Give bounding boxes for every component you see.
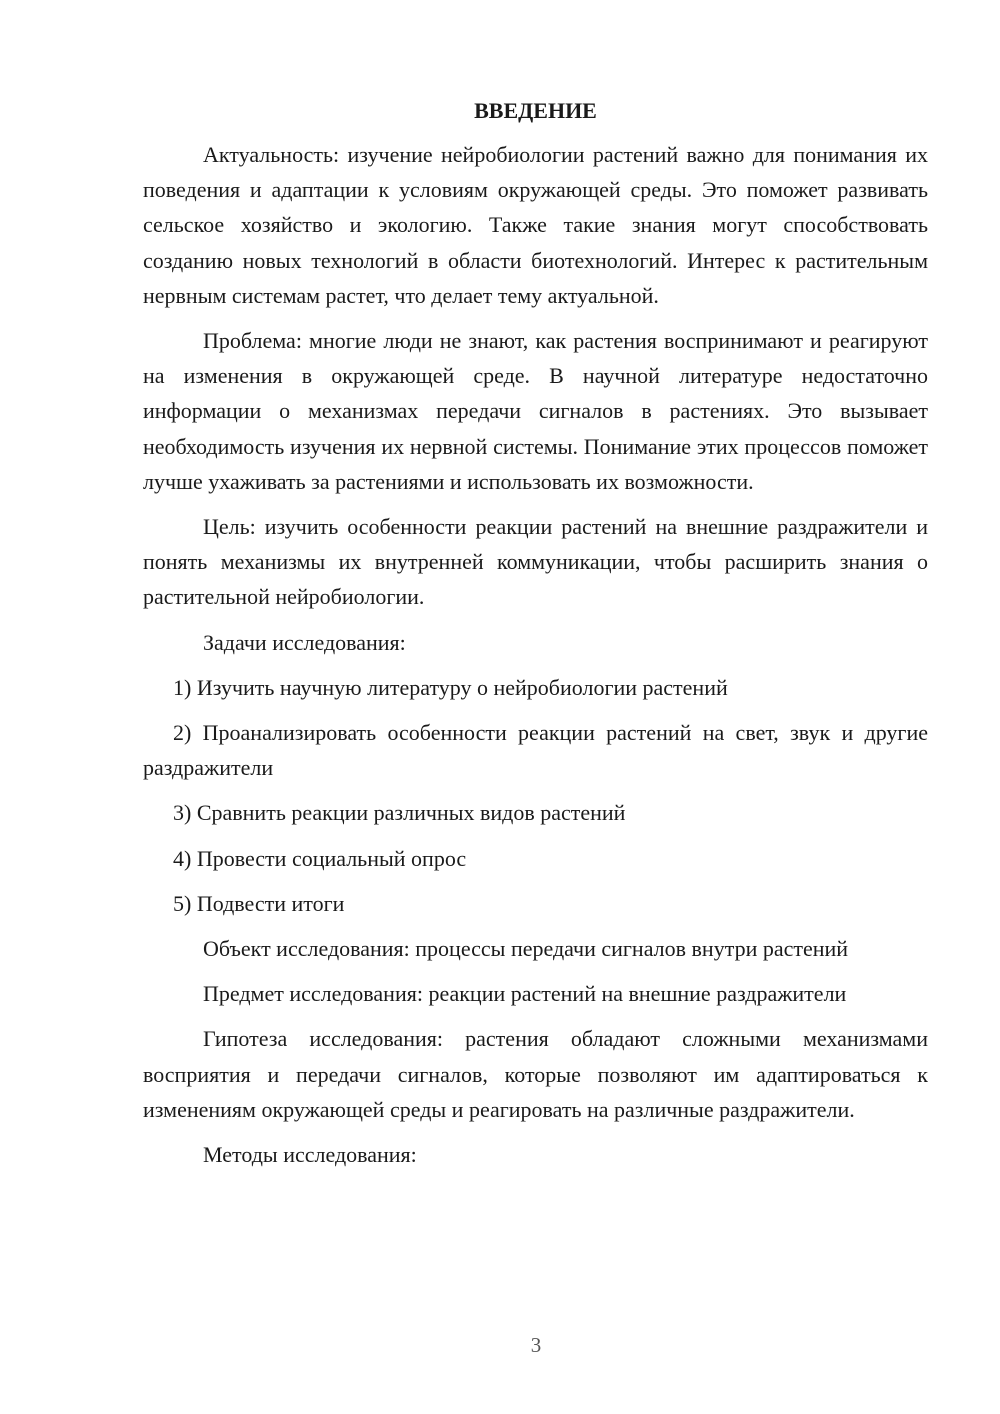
relevance-paragraph: Актуальность: изучение нейробиологии растений важно для понимания их поведения и адаптации к условиям окружающей среды. Это поможет развивать сельское хозяйство и экологию. Также такие знания могут способствовать созданию новых технологий в области биотехнологий. Интерес к растительным нервным системам растет, что делает тему актуальной. [143, 142, 928, 308]
page-number: 3 [530, 1333, 542, 1357]
task-item-2: 2) Проанализировать особенности реакции растений на свет, звук и другие раздражители [143, 720, 928, 781]
hypothesis-paragraph: Гипотеза исследования: растения обладают сложными механизмами восприятия и передачи сигналов, которые позволяют им адаптироваться к изменениям окружающей среды и реагировать на различные раздражители. [143, 1026, 928, 1122]
task-item-3: 3) Сравнить реакции различных видов растений [173, 800, 626, 826]
object-paragraph: Объект исследования: процессы передачи сигналов внутри растений [203, 936, 849, 962]
task-item-5: 5) Подвести итоги [173, 890, 345, 916]
document-page [143, 95, 928, 1182]
problem-paragraph: Проблема: многие люди не знают, как растения воспринимают и реагируют на изменения в окружающей среде. В научной литературе недостаточно информации о механизмах передачи сигналов в растениях. Это вызывает необходимость изучения их нервной системы. Понимание этих процессов поможет лучше ухаживать за растениями и использовать их возможности. [143, 328, 928, 494]
task-item-1: 1) Изучить научную литературу о нейробиологии растений [173, 674, 728, 700]
task-item-4: 4) Провести социальный опрос [173, 845, 467, 871]
subject-paragraph: Предмет исследования: реакции растений на внешние раздражители [203, 981, 847, 1007]
methods-heading: Методы исследования: [203, 1142, 417, 1168]
tasks-heading: Задачи исследования: [203, 629, 406, 655]
section-title: ВВЕДЕНИЕ [474, 98, 597, 123]
goal-paragraph: Цель: изучить особенности реакции растений на внешние раздражители и понять механизмы их внутренней коммуникации, чтобы расширить знания о растительной нейробиологии. [143, 514, 928, 610]
